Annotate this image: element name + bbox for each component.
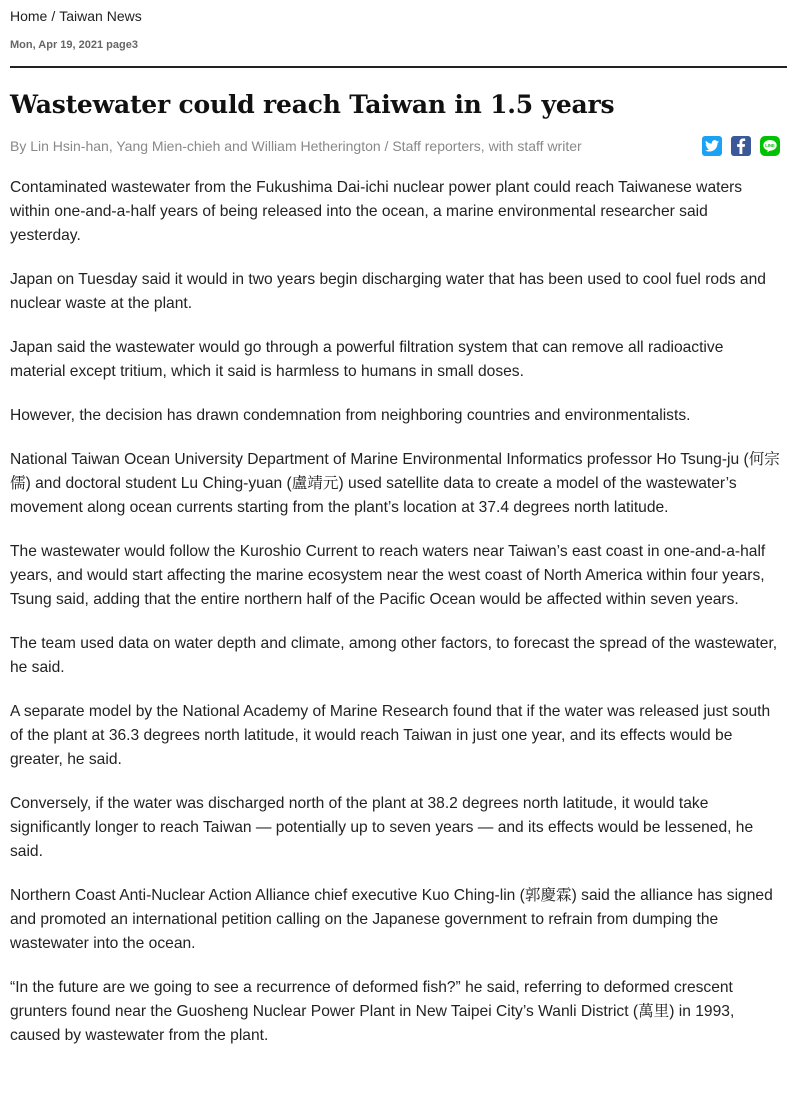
svg-text:LINE: LINE — [765, 142, 775, 148]
breadcrumb-home-link[interactable]: Home — [10, 8, 48, 24]
article-paragraph: “In the future are we going to see a recurrence of deformed fish?” he said, referring to deformed crescent grunters found near the Guosheng Nuclear Power Plant in New Taipei City’s Wanli District (萬里) in 1993, caused by wastewater from the plant. — [10, 979, 735, 1044]
article-paragraph: The wastewater would follow the Kuroshio Current to reach waters near Taiwan’s east coast in one-and-a-half years, and would start affecting the marine ecosystem near the west coast of North America within four years, Tsung said, adding that the entire northern half of the Pacific Ocean would be affected within seven years. — [10, 543, 766, 608]
header-divider — [10, 66, 787, 68]
publish-date: Mon, Apr 19, 2021 page3 — [10, 39, 138, 51]
article-paragraph: Contaminated wastewater from the Fukushima Dai-ichi nuclear power plant could reach Taiwanese waters within one-and-a-half years of being released into the ocean, a marine environmental researcher said yesterday. — [10, 179, 743, 244]
article-paragraph: However, the decision has drawn condemnation from neighboring countries and environmentalists. — [10, 407, 691, 424]
article-byline: By Lin Hsin-han, Yang Mien-chieh and William Hetherington / Staff reporters, with staff writer — [10, 138, 582, 154]
twitter-share-button[interactable] — [702, 136, 722, 156]
breadcrumb — [10, 7, 142, 25]
article-body — [10, 176, 782, 1068]
article-paragraph: A separate model by the National Academy of Marine Research found that if the water was released just south of the plant at 36.3 degrees north latitude, it would reach Taiwan in just one year, and its effects would be greater, he said. — [10, 703, 771, 768]
article-paragraph: National Taiwan Ocean University Department of Marine Environmental Informatics professor Ho Tsung-ju (何宗儒) and doctoral student Lu Ching-yuan (盧靖元) used satellite data to create a model of the wastewater’s movement along ocean currents starting from the plant’s location at 37.4 degrees north latitude. — [10, 451, 780, 516]
twitter-icon — [705, 140, 719, 152]
article-paragraph: The team used data on water depth and climate, among other factors, to forecast the spread of the wastewater, he said. — [10, 635, 778, 676]
article-paragraph: Japan on Tuesday said it would in two years begin discharging water that has been used to cool fuel rods and nuclear waste at the plant. — [10, 271, 766, 312]
facebook-icon — [736, 138, 746, 154]
article-paragraph: Japan said the wastewater would go through a powerful filtration system that can remove all radioactive material except tritium, which it said is harmless to humans in small doses. — [10, 339, 724, 380]
line-icon — [762, 138, 778, 154]
facebook-share-button[interactable] — [731, 136, 751, 156]
breadcrumb-section-link[interactable]: Taiwan News — [59, 8, 142, 24]
breadcrumb-separator: / — [51, 8, 56, 24]
line-share-button[interactable] — [760, 136, 780, 156]
article-paragraph: Conversely, if the water was discharged north of the plant at 38.2 degrees north latitude, it would take significantly longer to reach Taiwan — potentially up to seven years — and its effects would be lessened, he said. — [10, 795, 754, 860]
article-paragraph: Northern Coast Anti-Nuclear Action Alliance chief executive Kuo Ching-lin (郭慶霖) said the alliance has signed and promoted an international petition calling on the Japanese government to refrain from dumping the wastewater into the ocean. — [10, 887, 773, 952]
article-title: Wastewater could reach Taiwan in 1.5 years — [10, 90, 615, 119]
share-buttons — [702, 136, 780, 156]
